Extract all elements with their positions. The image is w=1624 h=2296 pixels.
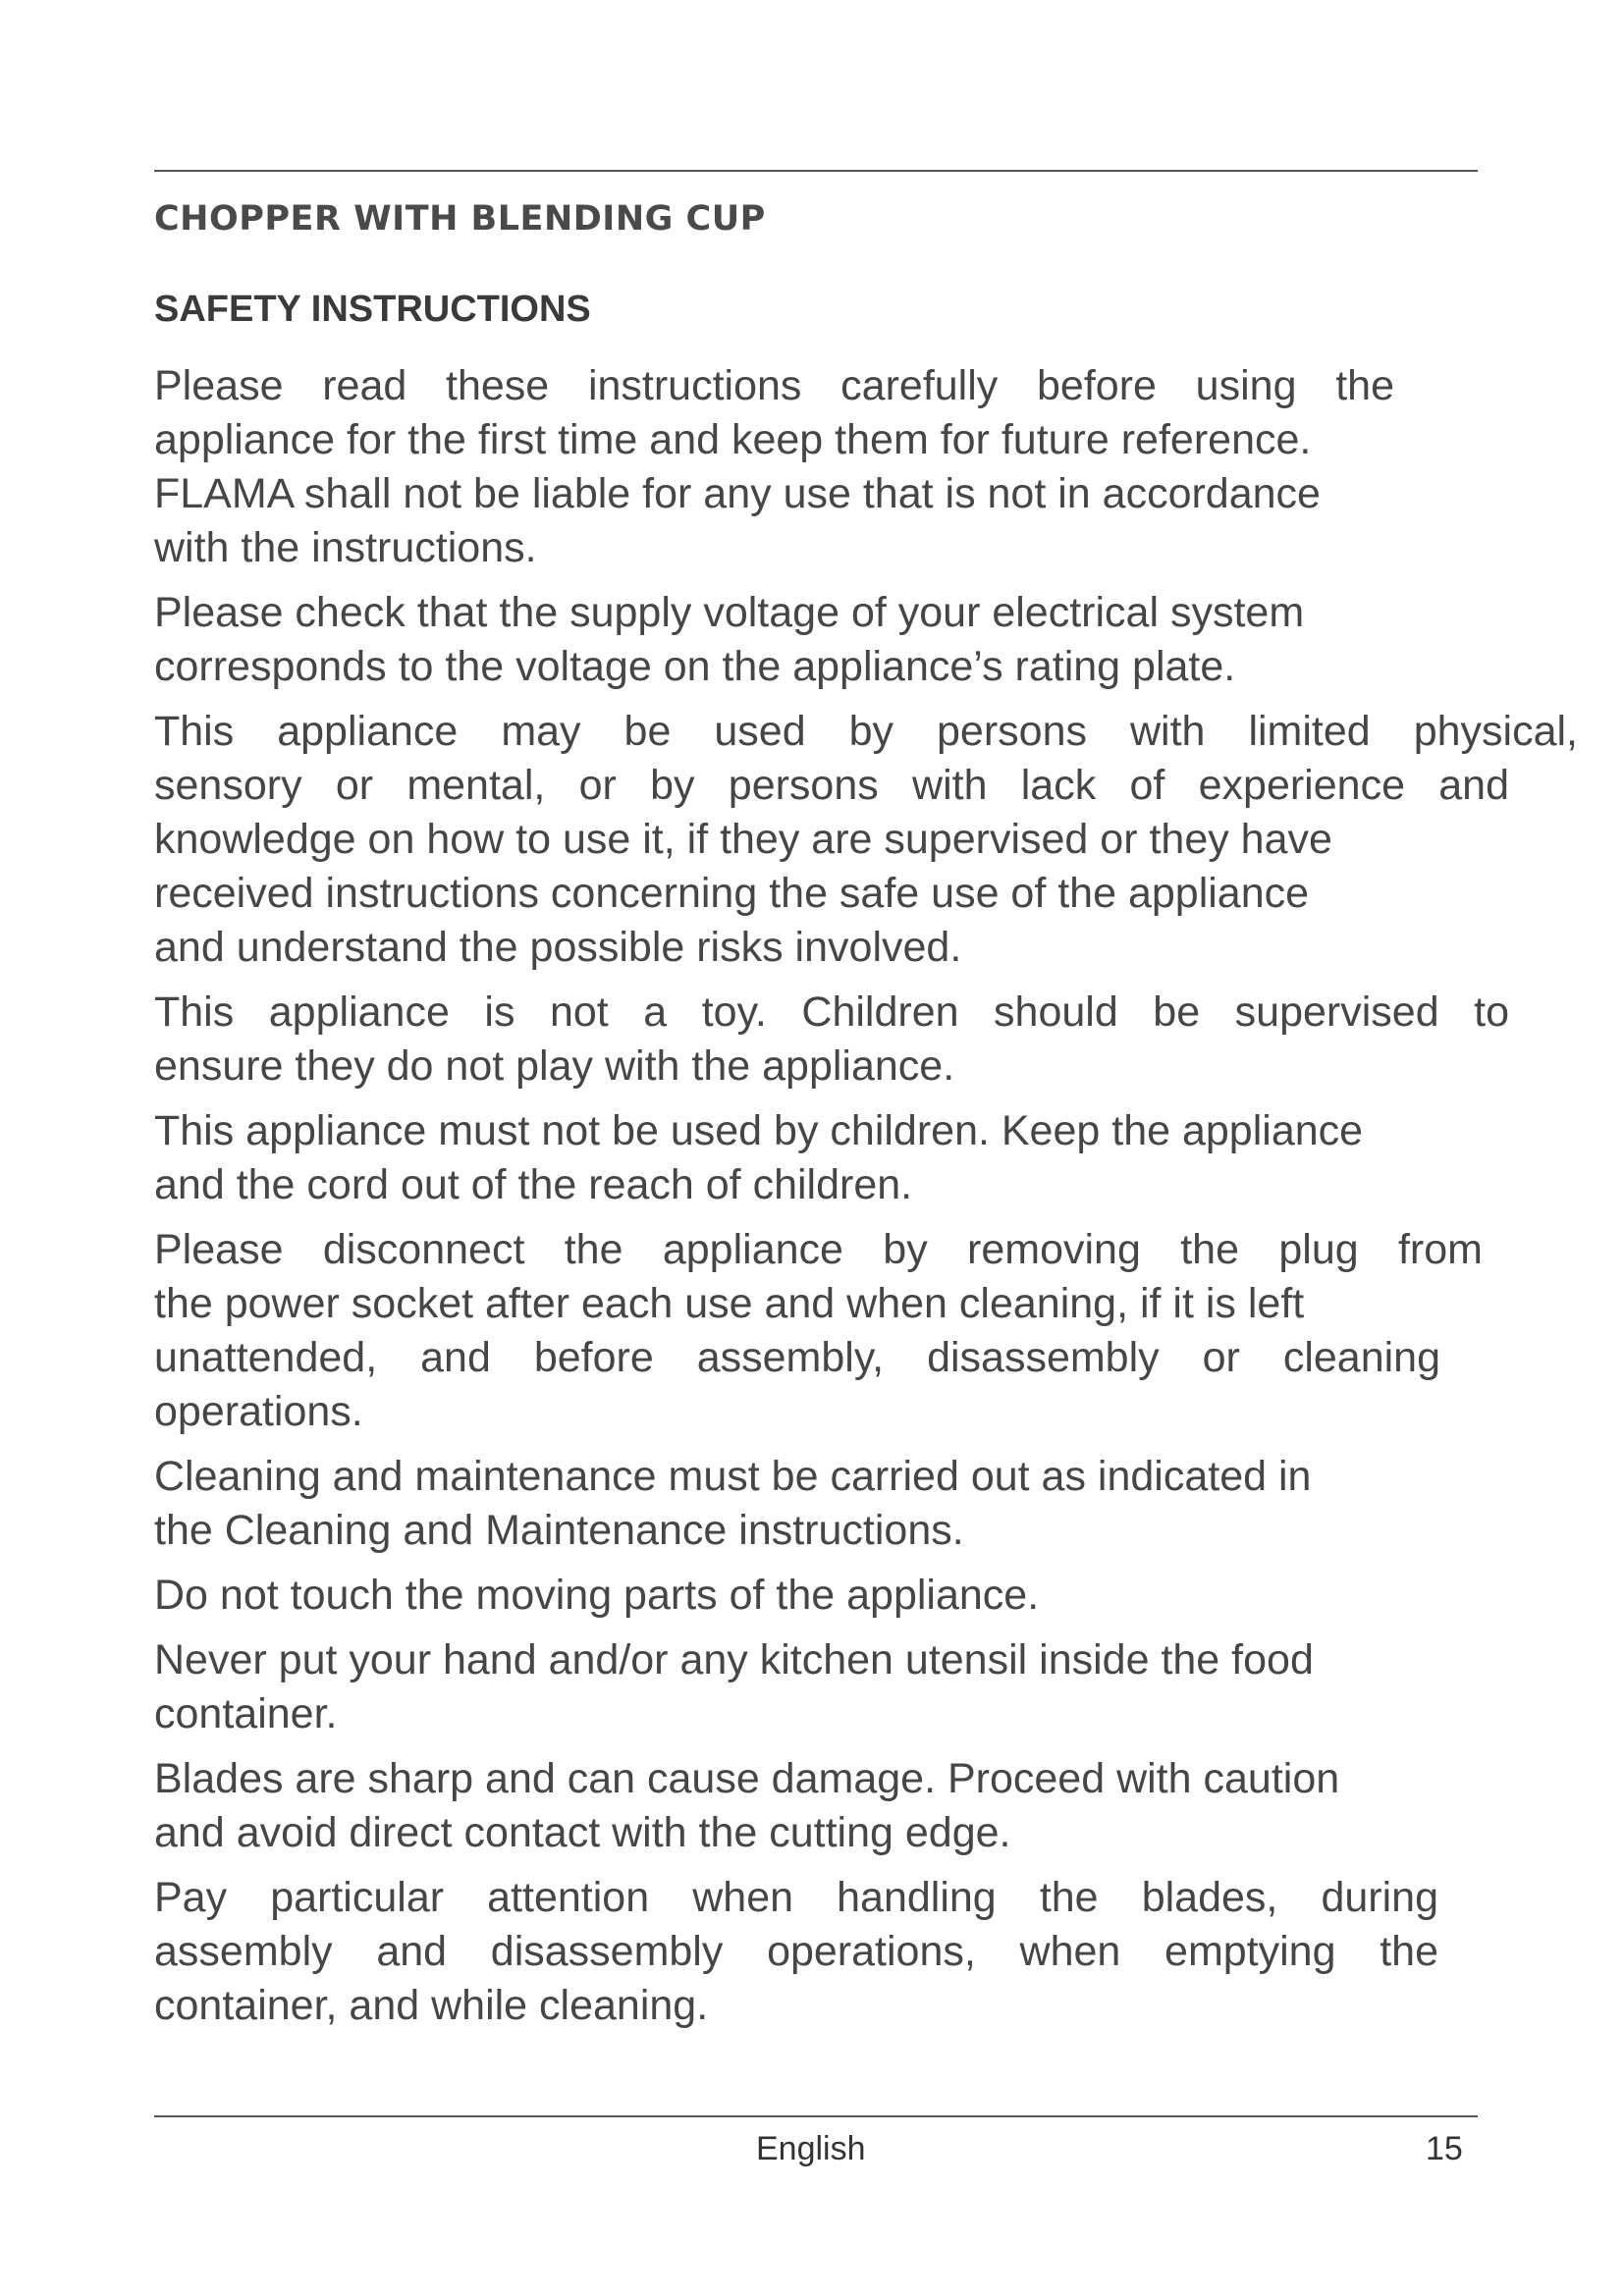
text-line: and understand the possible risks involved. <box>154 924 962 971</box>
paragraph-sharp-blades <box>154 1752 1519 1860</box>
text-line: Please disconnect the appliance by removing the plug from <box>154 1226 1483 1273</box>
text-line: sensory or mental, or by persons with lack of experience and <box>154 762 1509 809</box>
text-line: Cleaning and maintenance must be carried out as indicated in <box>154 1453 1312 1500</box>
text-line: This appliance must not be used by children. Keep the appliance <box>154 1107 1364 1154</box>
paragraph-children <box>154 1104 1519 1212</box>
text-line: assembly and disassembly operations, when emptying the <box>154 1928 1438 1975</box>
text-line: Do not touch the moving parts of the appliance. <box>154 1572 1040 1619</box>
bottom-divider <box>154 2115 1478 2117</box>
text-line: This appliance may be used by persons with limited physical, <box>154 708 1578 755</box>
text-line: with the instructions. <box>154 524 537 571</box>
text-line: and avoid direct contact with the cutting edge. <box>154 1809 1011 1856</box>
paragraph-cleaning <box>154 1450 1519 1558</box>
top-divider <box>154 170 1478 172</box>
text-line: and the cord out of the reach of children. <box>154 1161 913 1208</box>
paragraph-hands <box>154 1633 1519 1741</box>
footer-page-number: 15 <box>1426 2130 1463 2167</box>
safety-instructions-body <box>154 359 1578 2044</box>
paragraph-moving-parts <box>154 1569 1519 1623</box>
text-line: FLAMA shall not be liable for any use that is not in accordance <box>154 470 1321 517</box>
footer-language: English <box>756 2130 866 2167</box>
text-line: operations. <box>154 1388 363 1435</box>
text-line: container, and while cleaning. <box>154 1982 709 2029</box>
text-line: knowledge on how to use it, if they are supervised or they have <box>154 816 1332 863</box>
text-line: Please check that the supply voltage of your electrical system <box>154 589 1305 636</box>
text-line: received instructions concerning the safe use of the appliance <box>154 870 1310 917</box>
text-line: the Cleaning and Maintenance instructions. <box>154 1507 964 1554</box>
text-line: Blades are sharp and can cause damage. Proceed with caution <box>154 1755 1340 1802</box>
text-line: This appliance is not a toy. Children should be supervised to <box>154 988 1509 1036</box>
text-line: Pay particular attention when handling the blades, during <box>154 1874 1438 1921</box>
section-heading: SAFETY INSTRUCTIONS <box>154 289 591 330</box>
running-header-title: CHOPPER WITH BLENDING CUP <box>154 199 766 239</box>
text-line: the power socket after each use and when cleaning, if it is left <box>154 1280 1305 1327</box>
text-line: appliance for the first time and keep them for future reference. <box>154 416 1312 463</box>
paragraph-disconnect <box>154 1223 1519 1439</box>
text-line: container. <box>154 1690 338 1737</box>
paragraph-limited-capabilities <box>154 705 1578 975</box>
text-line: Never put your hand and/or any kitchen utensil inside the food <box>154 1636 1314 1683</box>
paragraph-read-instructions <box>154 359 1519 575</box>
text-line: corresponds to the voltage on the appliance’s rating plate. <box>154 643 1236 690</box>
paragraph-blade-handling <box>154 1871 1519 2033</box>
text-line: ensure they do not play with the appliance. <box>154 1042 955 1090</box>
paragraph-supply-voltage <box>154 586 1519 694</box>
text-line: unattended, and before assembly, disassembly or cleaning <box>154 1334 1440 1381</box>
paragraph-not-a-toy <box>154 986 1519 1094</box>
text-line: Please read these instructions carefully before using the <box>154 362 1394 409</box>
